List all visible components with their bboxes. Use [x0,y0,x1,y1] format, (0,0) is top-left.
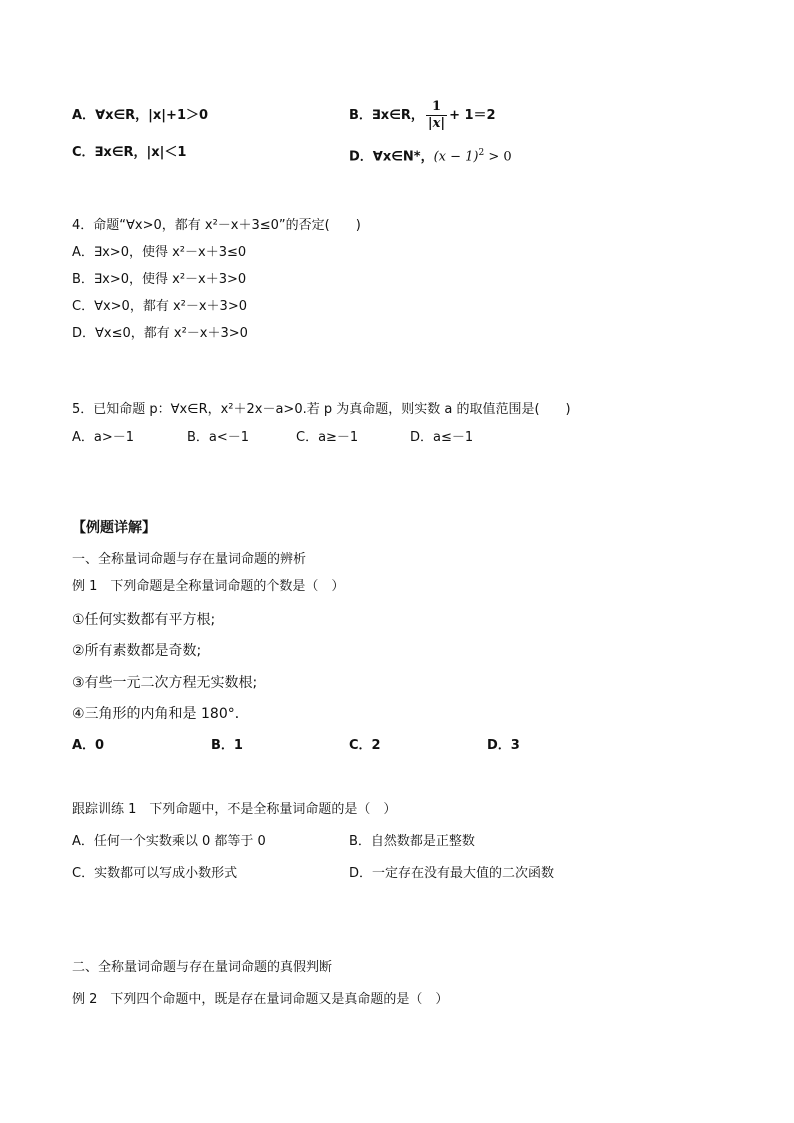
example-1-option-c: C．2 [349,738,381,753]
example-1-item: ③有些一元二次方程无实数根; [72,675,258,691]
q3-option-a-text: ∀x∈R，|x|+1＞0 [95,108,209,123]
q3-option-b-denominator: |x| [427,116,446,131]
q5-option-d: D．a≤－1 [410,430,474,445]
q5-option-c: C．a≥－1 [296,430,359,445]
q3-option-d-pre: ∀x∈N*， [372,149,434,165]
example-1-item: ④三角形的内角和是 180°． [72,706,249,722]
q3-option-b [349,96,496,136]
example-1-item: ①任何实数都有平方根; [72,612,216,628]
q3-option-d-label: D． [349,149,373,165]
q3-option-b-post: + 1＝2 [449,108,496,123]
q3-option-a [72,106,208,126]
q3-option-c-text: ∃x∈R，|x|＜1 [94,145,187,160]
q3-option-b-pre: ∃x∈R， [371,108,424,123]
q3-option-b-fraction [426,99,447,132]
q4-option-a: A．∃x>0，使得 x²－x＋3≤0 [72,245,247,260]
q4-option-b: B．∃x>0，使得 x²－x＋3>0 [72,272,247,287]
example-2-stem: 例 2 下列四个命题中，既是存在量词命题又是真命题的是（ ） [72,992,449,1007]
section-1-title: 一、全称量词命题与存在量词命题的辨析 [72,552,307,567]
example-1-item: ②所有素数都是奇数; [72,643,202,659]
track-1-option-b: B．自然数都是正整数 [349,834,475,849]
track-1-option-c: C．实数都可以写成小数形式 [72,866,238,881]
q4-stem: 4．命题“∀x>0，都有 x²－x＋3≤0”的否定( ) [72,218,361,233]
q3-option-a-label: A． [72,108,96,123]
q4-option-d: D．∀x≤0，都有 x²－x＋3>0 [72,326,248,341]
q3-option-d-exponent: 2 [478,148,485,158]
q3-option-d-post: > 0 [484,149,512,165]
example-1-option-d: D．3 [487,738,520,753]
track-1-option-a: A．任何一个实数乘以 0 都等于 0 [72,834,266,849]
q5-stem: 5．已知命题 p：∀x∈R，x²＋2x－a>0.若 p 为真命题，则实数 a 的取值范围是( ) [72,402,571,417]
q3-option-d-expr: (x − 1) [433,149,479,165]
q3-option-c-label: C． [72,145,95,160]
q3-option-d [349,143,512,167]
q3-option-b-numerator: 1 [426,99,447,116]
q5-option-b: B．a<－1 [187,430,250,445]
examples-header: 【例题详解】 [72,520,156,536]
section-2-title: 二、全称量词命题与存在量词命题的真假判断 [72,960,333,975]
q5-option-a: A．a>－1 [72,430,135,445]
example-1-option-a: A．0 [72,738,105,753]
example-1-option-b: B．1 [211,738,243,753]
track-1-stem: 跟踪训练 1 下列命题中，不是全称量词命题的是（ ） [72,802,397,817]
track-1-option-d: D．一定存在没有最大值的二次函数 [349,866,555,881]
q3-option-b-label: B． [349,108,372,123]
example-1-stem: 例 1 下列命题是全称量词命题的个数是（ ） [72,579,345,594]
q4-option-c: C．∀x>0，都有 x²－x＋3>0 [72,299,247,314]
q3-option-c [72,143,186,163]
